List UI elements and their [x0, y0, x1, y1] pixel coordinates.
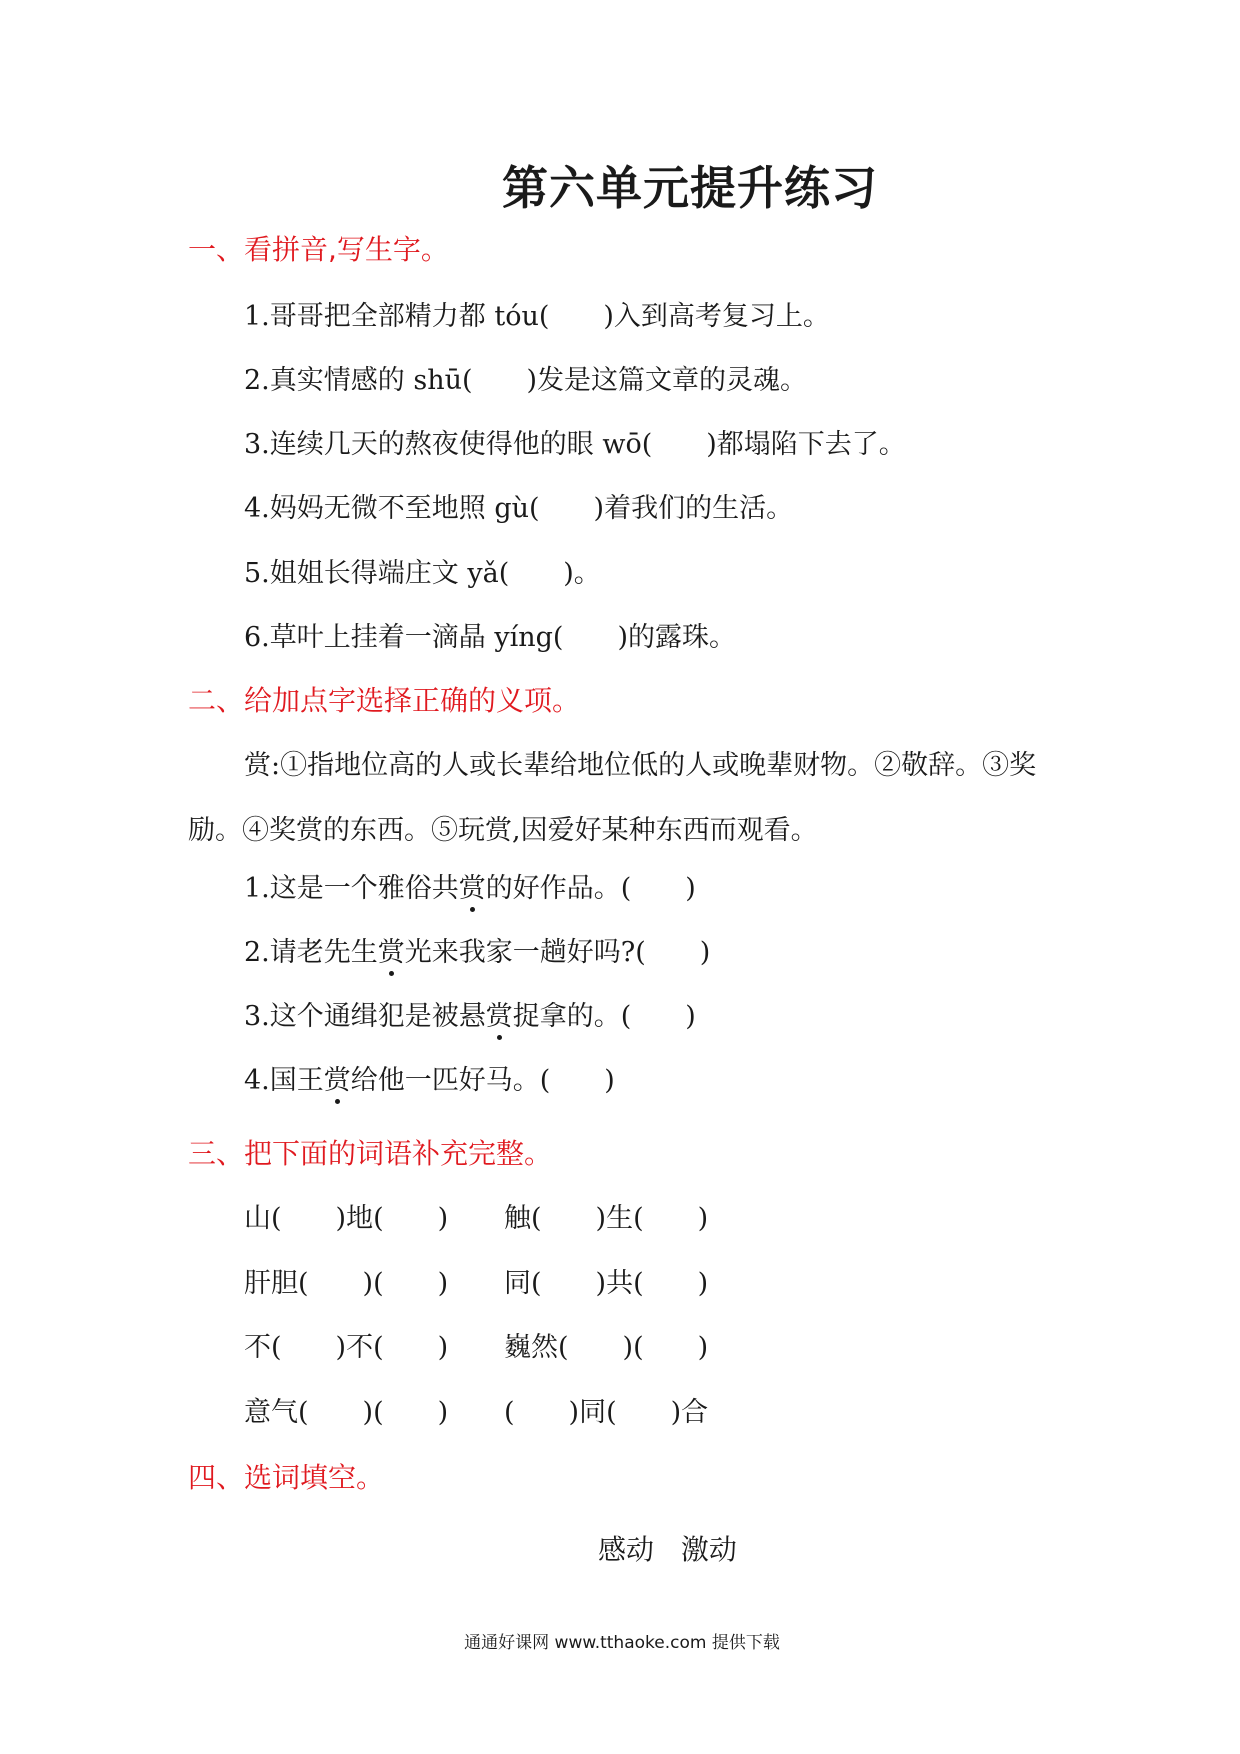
word-choices: 感动 激动	[598, 1533, 737, 1566]
section-4-heading: 四、选词填空。	[188, 1461, 385, 1494]
page-title: 第六单元提升练习	[502, 161, 878, 215]
meaning-item	[244, 930, 710, 969]
section-1-heading: 一、看拼音,写生字。	[188, 233, 449, 266]
meaning-item	[244, 1058, 615, 1097]
item-text: 2.请老先生	[244, 937, 378, 968]
definition-line-2: 励。④奖赏的东西。⑤玩赏,因爱好某种东西而观看。	[188, 815, 818, 846]
item-text: 光来我家一趟好吗?( )	[404, 937, 711, 968]
meaning-item	[244, 994, 696, 1033]
definition-line-1: 赏:①指地位高的人或长辈给地位低的人或晚辈财物。②敬辞。③奖	[244, 750, 1037, 781]
meaning-item	[244, 866, 696, 905]
idiom-right: 触( )生( )	[504, 1203, 709, 1234]
idiom-left: 山( )地( )	[244, 1203, 449, 1234]
pinyin-item: 3.连续几天的熬夜使得他的眼 wō( )都塌陷下去了。	[244, 429, 906, 460]
dotted-character: 赏	[324, 1058, 351, 1097]
item-text: 的好作品。( )	[485, 873, 696, 904]
pinyin-item: 1.哥哥把全部精力都 tóu( )入到高考复习上。	[244, 301, 830, 332]
pinyin-item: 5.姐姐长得端庄文 yǎ( )。	[244, 558, 601, 589]
idiom-right: ( )同( )合	[504, 1397, 709, 1428]
idiom-right: 巍然( )( )	[504, 1332, 709, 1363]
dotted-character: 赏	[486, 994, 513, 1033]
idiom-left: 肝胆( )( )	[244, 1268, 449, 1299]
pinyin-item: 6.草叶上挂着一滴晶 yíng( )的露珠。	[244, 622, 736, 653]
item-text: 给他一匹好马。( )	[350, 1065, 615, 1096]
section-3-heading: 三、把下面的词语补充完整。	[188, 1137, 553, 1170]
pinyin-item: 2.真实情感的 shū( )发是这篇文章的灵魂。	[244, 365, 808, 396]
dotted-character: 赏	[378, 930, 405, 969]
dotted-character: 赏	[459, 866, 486, 905]
section-2-heading: 二、给加点字选择正确的义项。	[188, 684, 581, 717]
idiom-left: 不( )不( )	[244, 1332, 449, 1363]
footer-source: 通通好课网 www.tthaoke.com 提供下载	[464, 1633, 780, 1653]
item-text: 1.这是一个雅俗共	[244, 873, 459, 904]
item-text: 3.这个通缉犯是被悬	[244, 1001, 486, 1032]
idiom-left: 意气( )( )	[244, 1397, 449, 1428]
idiom-right: 同( )共( )	[504, 1268, 709, 1299]
pinyin-item: 4.妈妈无微不至地照 gù( )着我们的生活。	[244, 493, 794, 524]
item-text: 4.国王	[244, 1065, 324, 1096]
item-text: 捉拿的。( )	[512, 1001, 696, 1032]
